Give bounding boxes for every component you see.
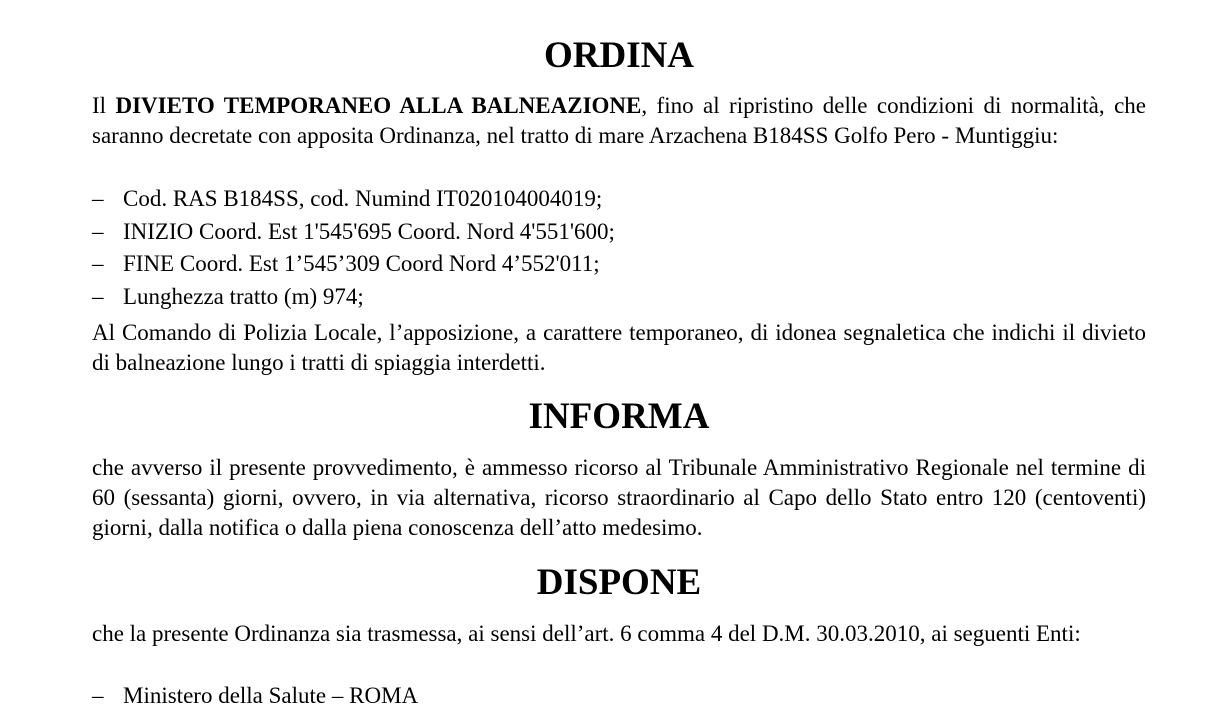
dash-bullet: – xyxy=(92,251,104,276)
dispone-item-list xyxy=(92,681,1146,711)
dispone-paragraph: che la presente Ordinanza sia trasmessa, ai sensi dell’art. 6 comma 4 del D.M. 30.03.2010, ai seguenti Enti: xyxy=(92,621,1081,646)
ordina-item-list xyxy=(92,183,1146,313)
list-item xyxy=(92,681,1146,711)
informa-paragraph: che avverso il presente provvedimento, è ammesso ricorso al Tribunale Amministrativo Regionale nel termine di 60 (sessanta) giorni, ovvero, in via alternativa, ricorso straordinario al Capo dello Stato entro 120 (centoventi) giorni, dalla notifica o dalla piena conoscenza dell’atto medesimo. xyxy=(92,455,1146,540)
dash-bullet: – xyxy=(92,683,104,708)
list-item xyxy=(92,248,1146,281)
list-item-text: Ministero della Salute – ROMA xyxy=(123,683,419,708)
dash-bullet: – xyxy=(92,186,104,211)
dash-bullet: – xyxy=(92,283,104,309)
heading-informa: INFORMA xyxy=(528,396,710,437)
divieto-bold-text: DIVIETO TEMPORANEO ALLA BALNEAZIONE xyxy=(115,93,642,118)
list-item-text: Cod. RAS B184SS, cod. Numind IT020104004019; xyxy=(123,186,603,211)
comando-paragraph: Al Comando di Polizia Locale, l’apposizione, a carattere temporaneo, di idonea segnaletica che indichi il divieto di balneazione lungo i tratti di spiaggia interdetti. xyxy=(92,320,1146,375)
intro-rest: , fino al ripristino delle condizioni di normalità, che saranno decretate con apposita Ordinanza, nel tratto di mare Arzachena B184SS Golfo Pero - Muntiggiu: xyxy=(92,93,1146,148)
heading-ordina: ORDINA xyxy=(543,35,695,76)
dash-bullet: – xyxy=(92,218,104,244)
list-item xyxy=(92,281,1146,314)
list-item-text: INIZIO Coord. Est 1'545'695 Coord. Nord 4'551'600; xyxy=(123,218,615,244)
intro-prefix: Il xyxy=(92,93,116,118)
list-item xyxy=(92,216,1146,249)
list-item-text: Lunghezza tratto (m) 974; xyxy=(123,283,364,309)
list-item-text: FINE Coord. Est 1’545’309 Coord Nord 4’552'011; xyxy=(123,251,600,276)
ordina-intro-paragraph xyxy=(92,91,1146,151)
heading-dispone: DISPONE xyxy=(536,562,702,603)
list-item xyxy=(92,183,1146,216)
